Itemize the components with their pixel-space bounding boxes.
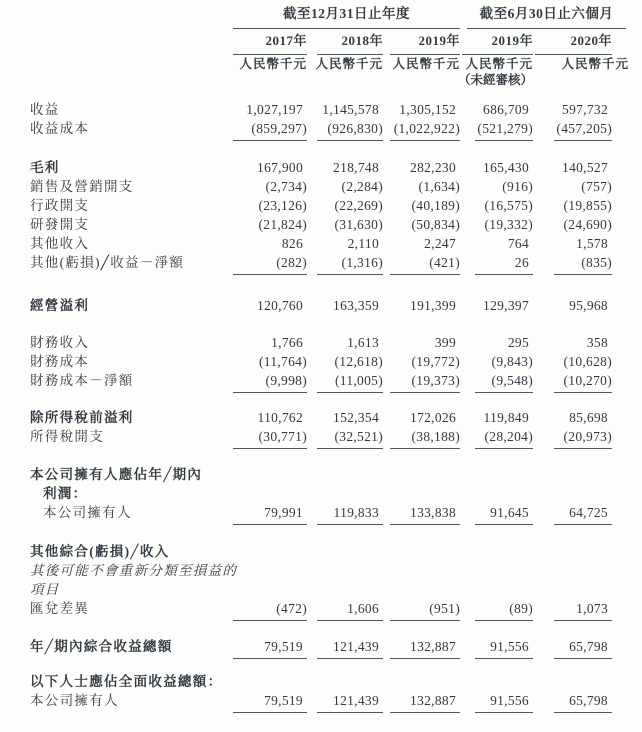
table-row — [30, 465, 612, 484]
value-cell — [460, 119, 533, 138]
table-row — [30, 561, 612, 580]
value-cell — [307, 691, 383, 710]
value-cell — [307, 119, 383, 138]
value-cell — [460, 637, 533, 656]
table-header-units — [30, 57, 629, 71]
header-spacer — [383, 73, 460, 87]
cell-value: (31,630) — [334, 217, 383, 232]
cell-value: (12,618) — [334, 354, 383, 369]
value-cell — [307, 352, 383, 371]
value-cell — [460, 234, 533, 253]
value-cell — [383, 691, 460, 710]
value-cell — [233, 672, 307, 691]
value-cell — [233, 484, 307, 503]
value-cell — [233, 177, 307, 196]
table-row — [30, 234, 612, 253]
cell-value: 121,439 — [317, 637, 383, 656]
value-cell — [233, 215, 307, 234]
value-cell — [460, 599, 533, 618]
value-cell — [460, 691, 533, 710]
value-cell — [383, 158, 460, 177]
cell-value: (2,284) — [341, 179, 383, 194]
table-row — [30, 503, 612, 522]
cell-value: (521,279) — [475, 119, 533, 138]
table-row — [30, 177, 612, 196]
value-cell — [460, 427, 533, 446]
row-label: 其他綜合(虧損)╱收入 — [30, 544, 170, 559]
cell-value: (30,771) — [233, 427, 307, 446]
row-label: 項目 — [30, 582, 60, 597]
value-cell — [460, 253, 533, 272]
value-cell — [383, 672, 460, 691]
value-cell — [533, 484, 612, 503]
cell-value: 132,887 — [390, 691, 460, 710]
value-cell — [307, 253, 383, 272]
period-group-annual-title: 截至12月31日止年度 — [283, 6, 410, 21]
value-cell — [533, 427, 612, 446]
cell-value: (472) — [233, 599, 307, 618]
table-row — [30, 371, 612, 390]
value-cell — [460, 484, 533, 503]
cell-value: 65,798 — [554, 691, 612, 710]
table-row — [30, 100, 612, 119]
value-cell — [460, 561, 533, 580]
value-cell — [307, 580, 383, 599]
row-label: 本公司擁有人 — [43, 505, 132, 520]
cell-value: (19,772) — [411, 354, 460, 369]
cell-value: 91,556 — [475, 691, 533, 710]
cell-value: (9,843) — [491, 354, 533, 369]
cell-value: (10,628) — [563, 354, 612, 369]
value-cell — [533, 672, 612, 691]
value-cell — [233, 427, 307, 446]
cell-value: 2,247 — [424, 236, 456, 251]
cell-value: (1,022,922) — [390, 119, 460, 138]
cell-value: 163,359 — [333, 298, 379, 313]
row-label: 本公司擁有人應佔年╱期內 — [30, 467, 203, 482]
period-group-interim — [467, 6, 626, 22]
cell-value: 1,305,152 — [399, 102, 456, 117]
cell-value: (282) — [233, 253, 307, 272]
cell-value: (9,548) — [475, 371, 533, 390]
row-label: 匯兌差異 — [30, 601, 90, 616]
value-cell — [383, 637, 460, 656]
row-label: 除所得稅前溢利 — [30, 410, 134, 425]
value-cell — [307, 296, 383, 315]
value-cell — [460, 100, 533, 119]
cell-value: 119,849 — [483, 410, 529, 425]
cell-value: 167,900 — [257, 160, 303, 175]
cell-value: (457,205) — [554, 119, 612, 138]
value-cell — [307, 215, 383, 234]
value-cell — [233, 158, 307, 177]
value-cell — [233, 542, 307, 561]
value-cell — [383, 503, 460, 522]
header-spacer — [233, 73, 307, 87]
row-label: 年╱期內綜合收益總額 — [30, 639, 173, 654]
value-cell — [460, 158, 533, 177]
period-group-annual — [233, 6, 460, 22]
cell-value: 172,026 — [410, 410, 456, 425]
value-cell — [233, 253, 307, 272]
value-cell — [533, 465, 612, 484]
header-spacer — [533, 73, 612, 87]
cell-value: 64,725 — [554, 503, 612, 522]
header-spacer — [30, 6, 233, 22]
cell-value: 152,354 — [333, 410, 379, 425]
year-column-2020-interim: 2020年 — [535, 34, 612, 48]
value-cell — [307, 599, 383, 618]
table-row — [30, 158, 612, 177]
cell-value: (89) — [475, 599, 533, 618]
cell-value: 165,430 — [483, 160, 529, 175]
table-row — [30, 119, 612, 138]
value-cell — [533, 561, 612, 580]
cell-value: (50,834) — [411, 217, 460, 232]
value-cell — [233, 599, 307, 618]
cell-value: 91,645 — [475, 503, 533, 522]
cell-value: (421) — [390, 253, 460, 272]
row-label: 研發開支 — [30, 217, 90, 232]
value-cell — [460, 465, 533, 484]
cell-value: 133,838 — [390, 503, 460, 522]
table-header-note — [30, 73, 612, 87]
cell-value: (1,316) — [317, 253, 383, 272]
table-row — [30, 542, 612, 561]
cell-value: 91,556 — [475, 637, 533, 656]
value-cell — [307, 542, 383, 561]
row-label: 其後可能不會重新分類至損益的 — [30, 563, 238, 578]
cell-value: 1,145,578 — [322, 102, 379, 117]
header-spacer — [30, 57, 233, 71]
year-column-2019: 2019年 — [390, 34, 460, 48]
value-cell — [533, 637, 612, 656]
header-spacer — [30, 34, 233, 48]
cell-value: 764 — [507, 236, 529, 251]
value-cell — [383, 215, 460, 234]
value-cell — [383, 296, 460, 315]
value-cell — [383, 580, 460, 599]
value-cell — [233, 234, 307, 253]
cell-value: (40,189) — [411, 198, 460, 213]
cell-value: 2,110 — [347, 236, 379, 251]
value-cell — [533, 100, 612, 119]
value-cell — [383, 234, 460, 253]
value-cell — [460, 177, 533, 196]
row-label: 財務收入 — [30, 335, 90, 350]
value-cell — [383, 465, 460, 484]
table-row — [30, 253, 612, 272]
cell-value: 79,519 — [233, 637, 307, 656]
value-cell — [383, 484, 460, 503]
value-cell — [307, 100, 383, 119]
value-cell — [383, 196, 460, 215]
header-spacer — [307, 73, 383, 87]
cell-value: (19,373) — [390, 371, 460, 390]
value-cell — [533, 691, 612, 710]
value-cell — [533, 177, 612, 196]
cell-value: 399 — [434, 335, 456, 350]
value-cell — [533, 352, 612, 371]
row-label: 收益成本 — [30, 121, 90, 136]
value-cell — [233, 408, 307, 427]
value-cell — [233, 333, 307, 352]
cell-value: (16,575) — [484, 198, 533, 213]
row-label: 利潤： — [43, 486, 88, 501]
row-label: 財務成本－淨額 — [30, 373, 134, 388]
cell-value: (21,824) — [258, 217, 307, 232]
table-row — [30, 352, 612, 371]
cell-value: (28,204) — [475, 427, 533, 446]
value-cell — [307, 561, 383, 580]
table-row — [30, 296, 612, 315]
cell-value: 295 — [507, 335, 529, 350]
unit-label-col5: 人民幣千元 — [561, 57, 629, 71]
cell-value: (951) — [390, 599, 460, 618]
value-cell — [533, 580, 612, 599]
cell-value: (19,332) — [484, 217, 533, 232]
value-cell — [233, 371, 307, 390]
value-cell — [383, 100, 460, 119]
value-cell — [533, 503, 612, 522]
cell-value: 686,709 — [483, 102, 529, 117]
period-group-interim-title: 截至6月30日止六個月 — [479, 6, 614, 21]
cell-value: 191,399 — [410, 298, 456, 313]
value-cell — [460, 371, 533, 390]
cell-value: 119,833 — [317, 503, 383, 522]
cell-value: 1,766 — [271, 335, 303, 350]
cell-value: 132,887 — [390, 637, 460, 656]
row-label: 毛利 — [30, 160, 60, 175]
row-label: 行政開支 — [30, 198, 90, 213]
value-cell — [307, 234, 383, 253]
row-label: 收益 — [30, 102, 60, 117]
value-cell — [307, 408, 383, 427]
cell-value: 1,606 — [317, 599, 383, 618]
value-cell — [533, 253, 612, 272]
cell-value: (9,998) — [233, 371, 307, 390]
value-cell — [307, 672, 383, 691]
table-row — [30, 580, 612, 599]
value-cell — [533, 196, 612, 215]
value-cell — [383, 408, 460, 427]
value-cell — [307, 427, 383, 446]
value-cell — [383, 352, 460, 371]
cell-value: (38,188) — [390, 427, 460, 446]
value-cell — [233, 119, 307, 138]
cell-value: 282,230 — [410, 160, 456, 175]
value-cell — [460, 580, 533, 599]
cell-value: (11,005) — [317, 371, 383, 390]
cell-value: (1,634) — [418, 179, 460, 194]
value-cell — [460, 296, 533, 315]
cell-value: 1,073 — [554, 599, 612, 618]
cell-value: (916) — [502, 179, 533, 194]
value-cell — [460, 408, 533, 427]
value-cell — [533, 234, 612, 253]
cell-value: (926,830) — [317, 119, 383, 138]
year-column-2017: 2017年 — [233, 34, 307, 48]
cell-value: (20,973) — [554, 427, 612, 446]
value-cell — [233, 561, 307, 580]
row-label: 財務成本 — [30, 354, 90, 369]
value-cell — [383, 542, 460, 561]
value-cell — [307, 484, 383, 503]
cell-value: 121,439 — [317, 691, 383, 710]
value-cell — [307, 503, 383, 522]
cell-value: 110,762 — [257, 410, 303, 425]
table-row — [30, 196, 612, 215]
cell-value: (23,126) — [258, 198, 307, 213]
cell-value: 79,991 — [233, 503, 307, 522]
table-row — [30, 427, 612, 446]
row-label: 以下人士應佔全面收益總額： — [30, 674, 223, 689]
table-row — [30, 408, 612, 427]
cell-value: (835) — [554, 253, 612, 272]
value-cell — [233, 352, 307, 371]
table-row — [30, 691, 612, 710]
value-cell — [233, 100, 307, 119]
value-cell — [383, 599, 460, 618]
cell-value: (2,734) — [265, 179, 307, 194]
year-column-2018: 2018年 — [317, 34, 383, 48]
row-label: 經營溢利 — [30, 298, 90, 313]
row-label: 其他收入 — [30, 236, 90, 251]
value-cell — [233, 691, 307, 710]
value-cell — [307, 177, 383, 196]
value-cell — [307, 465, 383, 484]
cell-value: 26 — [475, 253, 533, 272]
table-row — [30, 484, 612, 503]
value-cell — [233, 580, 307, 599]
table-body — [30, 100, 612, 710]
year-column-2019-interim: 2019年 — [462, 34, 533, 48]
value-cell — [233, 296, 307, 315]
cell-value: 1,027,197 — [246, 102, 303, 117]
cell-value: (24,690) — [563, 217, 612, 232]
unit-label-col1: 人民幣千元 — [239, 57, 307, 71]
value-cell — [383, 371, 460, 390]
cell-value: 1,578 — [576, 236, 608, 251]
cell-value: 120,760 — [257, 298, 303, 313]
cell-value: 826 — [281, 236, 303, 251]
value-cell — [460, 215, 533, 234]
value-cell — [533, 215, 612, 234]
value-cell — [383, 333, 460, 352]
row-label: 其他(虧損)╱收益－淨額 — [30, 255, 185, 270]
value-cell — [383, 177, 460, 196]
cell-value: 218,748 — [333, 160, 379, 175]
row-label: 銷售及營銷開支 — [30, 179, 134, 194]
table-header-years — [30, 34, 612, 48]
value-cell — [533, 599, 612, 618]
value-cell — [307, 637, 383, 656]
cell-value: (10,270) — [554, 371, 612, 390]
value-cell — [307, 333, 383, 352]
value-cell — [383, 253, 460, 272]
value-cell — [533, 408, 612, 427]
cell-value: 85,698 — [569, 410, 608, 425]
value-cell — [307, 158, 383, 177]
unit-label-col2: 人民幣千元 — [315, 57, 383, 71]
value-cell — [460, 352, 533, 371]
value-cell — [460, 196, 533, 215]
value-cell — [533, 296, 612, 315]
cell-value: 79,519 — [233, 691, 307, 710]
cell-value: 358 — [586, 335, 608, 350]
cell-value: (32,521) — [317, 427, 383, 446]
value-cell — [383, 119, 460, 138]
cell-value: 129,397 — [483, 298, 529, 313]
value-cell — [533, 371, 612, 390]
value-cell — [383, 427, 460, 446]
row-label: 本公司擁有人 — [30, 693, 119, 708]
value-cell — [533, 542, 612, 561]
cell-value: 1,613 — [347, 335, 379, 350]
unaudited-note: （未經審核） — [457, 73, 533, 87]
cell-value: 95,968 — [569, 298, 608, 313]
value-cell — [233, 503, 307, 522]
cell-value: (19,855) — [563, 198, 612, 213]
cell-value: 140,527 — [562, 160, 608, 175]
cell-value: 597,732 — [562, 102, 608, 117]
value-cell — [460, 503, 533, 522]
value-cell — [460, 672, 533, 691]
value-cell — [533, 158, 612, 177]
value-cell — [533, 333, 612, 352]
value-cell — [460, 542, 533, 561]
value-cell — [233, 637, 307, 656]
value-cell — [460, 333, 533, 352]
cell-value: (22,269) — [334, 198, 383, 213]
cell-value: 65,798 — [554, 637, 612, 656]
row-label: 所得稅開支 — [30, 429, 104, 444]
cell-value: (757) — [581, 179, 612, 194]
table-row — [30, 672, 612, 691]
value-cell — [233, 196, 307, 215]
cell-value: (859,297) — [233, 119, 307, 138]
table-row — [30, 215, 612, 234]
unit-label-col4: 人民幣千元 — [465, 57, 533, 71]
value-cell — [233, 465, 307, 484]
table-row — [30, 637, 612, 656]
unit-label-col3: 人民幣千元 — [392, 57, 460, 71]
value-cell — [307, 371, 383, 390]
header-spacer — [30, 73, 233, 87]
cell-value: (11,764) — [258, 354, 307, 369]
value-cell — [383, 561, 460, 580]
table-row — [30, 599, 612, 618]
value-cell — [533, 119, 612, 138]
value-cell — [307, 196, 383, 215]
table-header-groups — [30, 6, 612, 22]
table-row — [30, 333, 612, 352]
